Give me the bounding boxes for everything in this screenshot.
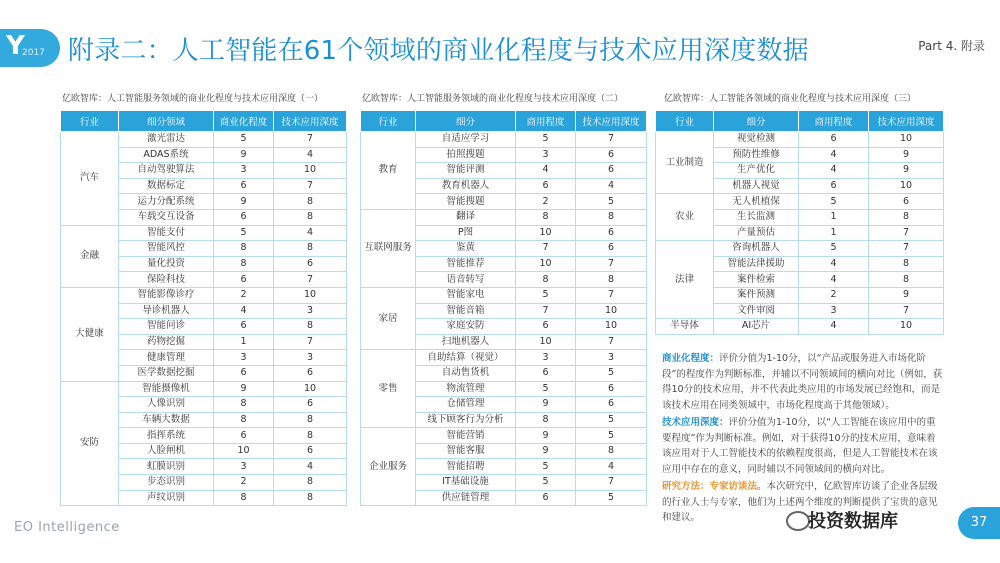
tech-depth-cell: 10 (869, 178, 944, 194)
table1 (60, 110, 347, 506)
industry-cell: 安防 (61, 381, 119, 506)
tech-depth-cell: 8 (274, 490, 347, 506)
table3 (655, 110, 944, 335)
segment-cell: 案件检索 (714, 272, 799, 288)
note-tech-depth-head: 技术应用深度： (662, 417, 729, 428)
tech-depth-cell: 8 (869, 209, 944, 225)
segment-cell: 车辆大数据 (119, 412, 214, 428)
tech-depth-cell: 9 (869, 287, 944, 303)
commercial-score-cell: 4 (799, 272, 869, 288)
segment-cell: 智能问诊 (119, 319, 214, 335)
segment-cell: 智能法律援助 (714, 256, 799, 272)
segment-cell: 指挥系统 (119, 428, 214, 444)
industry-cell: 大健康 (61, 287, 119, 381)
segment-cell: 家庭安防 (416, 319, 516, 335)
tech-depth-cell: 4 (576, 178, 647, 194)
column-header: 技术应用深度 (869, 111, 944, 132)
commercial-score-cell: 5 (516, 459, 576, 475)
tech-depth-cell: 6 (576, 241, 647, 257)
segment-cell: 智能影像诊疗 (119, 287, 214, 303)
segment-cell: 机器人视觉 (714, 178, 799, 194)
tech-depth-cell: 8 (576, 272, 647, 288)
commercial-score-cell: 3 (214, 459, 274, 475)
tech-depth-cell: 6 (274, 365, 347, 381)
commercial-score-cell: 6 (516, 178, 576, 194)
column-header: 细分领域 (119, 111, 214, 132)
commercial-score-cell: 1 (799, 225, 869, 241)
note-method-body: 本次研究中，亿欧智库访谈了企业各层级的行业人士与专家，他们为上述两个维度的判断提供了宝贵的意见和建议。 (662, 481, 938, 523)
segment-cell: 线下顾客行为分析 (416, 412, 516, 428)
tech-depth-cell: 5 (576, 194, 647, 210)
segment-cell: 智能家电 (416, 287, 516, 303)
column-header: 技术应用深度 (576, 111, 647, 132)
commercial-score-cell: 6 (214, 428, 274, 444)
tech-depth-cell: 6 (576, 225, 647, 241)
industry-cell: 零售 (361, 350, 416, 428)
tech-depth-cell: 10 (576, 303, 647, 319)
commercial-score-cell: 6 (214, 319, 274, 335)
logo-letter: Y (6, 31, 25, 61)
industry-cell: 农业 (656, 194, 714, 241)
segment-cell: 健康管理 (119, 350, 214, 366)
tech-depth-cell: 4 (274, 147, 347, 163)
commercial-score-cell: 5 (799, 241, 869, 257)
commercial-score-cell: 6 (799, 132, 869, 148)
commercial-score-cell: 8 (516, 272, 576, 288)
note-tech-depth-body: 评价分值为1-10分，以“人工智能在该应用中的重要程度”作为判断标准。例如，对于获得10分的技术应用，意味着该应用对于人工智能技术的依赖程度很高，但是人工智能技术在该应用中存在的意义，同时辅以不同领域间的横向对比。 (662, 417, 938, 475)
commercial-score-cell: 8 (516, 412, 576, 428)
segment-cell: 智能搜题 (416, 194, 516, 210)
commercial-score-cell: 4 (214, 303, 274, 319)
commercial-score-cell: 6 (214, 209, 274, 225)
segment-cell: 数据标定 (119, 178, 214, 194)
note-commercialization-body: 评价分值为1-10分，以“产品或服务进入市场化阶段”的程度作为判断标准，并辅以不同领域间的横向对比（例如，获得10分的技术应用，并不代表此类应用的市场发展已经饱和，而是该技术应用在同类领域中，市场化程度高于其他领域）。 (662, 353, 943, 411)
segment-cell: 智能评测 (416, 163, 516, 179)
tech-depth-cell: 8 (274, 194, 347, 210)
commercial-score-cell: 3 (214, 163, 274, 179)
commercial-score-cell: 7 (516, 303, 576, 319)
column-header: 行业 (656, 111, 714, 132)
commercial-score-cell: 1 (799, 209, 869, 225)
tech-depth-cell: 3 (576, 350, 647, 366)
industry-cell: 工业制造 (656, 132, 714, 194)
tech-depth-cell: 3 (274, 303, 347, 319)
table-row (61, 225, 347, 241)
tech-depth-cell: 6 (576, 147, 647, 163)
tech-depth-cell: 7 (274, 334, 347, 350)
tech-depth-cell: 4 (576, 459, 647, 475)
commercial-score-cell: 4 (516, 163, 576, 179)
table-row (656, 241, 944, 257)
column-header: 商用程度 (799, 111, 869, 132)
tech-depth-cell: 3 (274, 350, 347, 366)
segment-cell: 仓储管理 (416, 397, 516, 413)
note-commercialization (662, 351, 944, 413)
tech-depth-cell: 8 (576, 209, 647, 225)
segment-cell: 供应链管理 (416, 490, 516, 506)
segment-cell: 步态识别 (119, 475, 214, 491)
segment-cell: 智能摄像机 (119, 381, 214, 397)
segment-cell: 医学数据挖掘 (119, 365, 214, 381)
tech-depth-cell: 6 (576, 163, 647, 179)
page-title: 附录二：人工智能在61个领域的商业化程度与技术应用深度数据 (68, 36, 809, 66)
segment-cell: 翻译 (416, 209, 516, 225)
commercial-score-cell: 2 (214, 287, 274, 303)
commercial-score-cell: 5 (516, 475, 576, 491)
commercial-score-cell: 4 (799, 163, 869, 179)
commercial-score-cell: 8 (214, 412, 274, 428)
table1-caption: 亿欧智库：人工智能服务领域的商业化程度与技术应用深度（一） (62, 94, 324, 104)
column-header: 行业 (361, 111, 416, 132)
commercial-score-cell: 10 (214, 443, 274, 459)
tech-depth-cell: 7 (274, 132, 347, 148)
industry-cell: 金融 (61, 225, 119, 287)
segment-cell: 运力分配系统 (119, 194, 214, 210)
segment-cell: 生产优化 (714, 163, 799, 179)
industry-cell: 法律 (656, 241, 714, 319)
table-row (61, 381, 347, 397)
commercial-score-cell: 5 (516, 381, 576, 397)
segment-cell: 激光雷达 (119, 132, 214, 148)
segment-cell: 智能客服 (416, 443, 516, 459)
tech-depth-cell: 8 (869, 272, 944, 288)
tech-depth-cell: 6 (274, 397, 347, 413)
commercial-score-cell: 5 (799, 194, 869, 210)
table2-caption: 亿欧智库：人工智能服务领域的商业化程度与技术应用深度（二） (362, 94, 624, 104)
commercial-score-cell: 8 (214, 490, 274, 506)
tech-depth-cell: 8 (274, 428, 347, 444)
commercial-score-cell: 8 (516, 209, 576, 225)
segment-cell: 声纹识别 (119, 490, 214, 506)
commercial-score-cell: 6 (516, 365, 576, 381)
industry-cell: 家居 (361, 287, 416, 349)
column-header: 细分 (714, 111, 799, 132)
segment-cell: 物流管理 (416, 381, 516, 397)
tech-depth-cell: 8 (274, 475, 347, 491)
commercial-score-cell: 2 (516, 194, 576, 210)
commercial-score-cell: 10 (516, 256, 576, 272)
tech-depth-cell: 8 (869, 256, 944, 272)
tech-depth-cell: 7 (576, 256, 647, 272)
segment-cell: 量化投资 (119, 256, 214, 272)
segment-cell: 车载交互设备 (119, 209, 214, 225)
segment-cell: 保险科技 (119, 272, 214, 288)
commercial-score-cell: 5 (516, 132, 576, 148)
tech-depth-cell: 6 (869, 194, 944, 210)
segment-cell: 人脸闸机 (119, 443, 214, 459)
segment-cell: 文件审阅 (714, 303, 799, 319)
tech-depth-cell: 6 (274, 443, 347, 459)
brand-logo (0, 29, 60, 67)
segment-cell: 自动售货机 (416, 365, 516, 381)
segment-cell: 教育机器人 (416, 178, 516, 194)
table-row (361, 428, 647, 444)
segment-cell: 语音转写 (416, 272, 516, 288)
segment-cell: AI芯片 (714, 319, 799, 335)
commercial-score-cell: 6 (214, 178, 274, 194)
footer-brand: EO Intelligence (14, 520, 120, 535)
commercial-score-cell: 10 (516, 334, 576, 350)
column-header: 行业 (61, 111, 119, 132)
segment-cell: 拍照搜题 (416, 147, 516, 163)
segment-cell: 产量预估 (714, 225, 799, 241)
tech-depth-cell: 7 (274, 178, 347, 194)
industry-cell: 互联网服务 (361, 209, 416, 287)
segment-cell: 智能支付 (119, 225, 214, 241)
tech-depth-cell: 5 (576, 365, 647, 381)
segment-cell: 药物挖掘 (119, 334, 214, 350)
table-row (656, 132, 944, 148)
commercial-score-cell: 9 (516, 443, 576, 459)
column-header: 商业化程度 (214, 111, 274, 132)
segment-cell: 智能音箱 (416, 303, 516, 319)
tech-depth-cell: 8 (576, 443, 647, 459)
note-method-head: 研究方法： (662, 481, 710, 492)
note-method-head2: 专家访谈法。 (709, 481, 767, 492)
segment-cell: 虹膜识别 (119, 459, 214, 475)
part-label: Part 4. 附录 (918, 39, 985, 53)
segment-cell: 鉴黄 (416, 241, 516, 257)
commercial-score-cell: 7 (516, 241, 576, 257)
industry-cell: 汽车 (61, 132, 119, 226)
commercial-score-cell: 5 (516, 287, 576, 303)
commercial-score-cell: 3 (516, 147, 576, 163)
segment-cell: IT基础设施 (416, 475, 516, 491)
commercial-score-cell: 9 (214, 147, 274, 163)
tech-depth-cell: 9 (869, 147, 944, 163)
commercial-score-cell: 5 (214, 225, 274, 241)
segment-cell: 生长监测 (714, 209, 799, 225)
table-row (361, 209, 647, 225)
column-header: 商用程度 (516, 111, 576, 132)
tech-depth-cell: 6 (576, 397, 647, 413)
segment-cell: ADAS系统 (119, 147, 214, 163)
segment-cell: 扫地机器人 (416, 334, 516, 350)
tech-depth-cell: 5 (576, 412, 647, 428)
tech-depth-cell: 8 (274, 319, 347, 335)
tech-depth-cell: 5 (576, 490, 647, 506)
tech-depth-cell: 6 (274, 256, 347, 272)
table2 (360, 110, 647, 506)
tech-depth-cell: 10 (274, 381, 347, 397)
commercial-score-cell: 4 (799, 319, 869, 335)
segment-cell: 咨询机器人 (714, 241, 799, 257)
logo-year: 2017 (22, 48, 45, 58)
commercial-score-cell: 8 (214, 397, 274, 413)
tech-depth-cell: 10 (576, 319, 647, 335)
tech-depth-cell: 7 (869, 303, 944, 319)
tech-depth-cell: 10 (274, 287, 347, 303)
tech-depth-cell: 7 (576, 132, 647, 148)
commercial-score-cell: 9 (214, 194, 274, 210)
table-row (656, 319, 944, 335)
commercial-score-cell: 4 (799, 256, 869, 272)
tech-depth-cell: 6 (576, 381, 647, 397)
commercial-score-cell: 3 (214, 350, 274, 366)
table-row (361, 350, 647, 366)
table-row (656, 194, 944, 210)
industry-cell: 教育 (361, 132, 416, 210)
segment-cell: P图 (416, 225, 516, 241)
segment-cell: 自适应学习 (416, 132, 516, 148)
segment-cell: 人像识别 (119, 397, 214, 413)
tech-depth-cell: 8 (274, 241, 347, 257)
segment-cell: 自动驾驶算法 (119, 163, 214, 179)
commercial-score-cell: 4 (799, 147, 869, 163)
commercial-score-cell: 1 (214, 334, 274, 350)
segment-cell: 无人机植保 (714, 194, 799, 210)
tech-depth-cell: 7 (576, 287, 647, 303)
segment-cell: 智能营销 (416, 428, 516, 444)
commercial-score-cell: 5 (214, 132, 274, 148)
tech-depth-cell: 7 (576, 475, 647, 491)
wechat-icon (786, 511, 810, 531)
table-row (61, 132, 347, 148)
industry-cell: 半导体 (656, 319, 714, 335)
commercial-score-cell: 6 (516, 319, 576, 335)
commercial-score-cell: 2 (799, 287, 869, 303)
segment-cell: 视觉检测 (714, 132, 799, 148)
segment-cell: 预防性维修 (714, 147, 799, 163)
segment-cell: 智能推荐 (416, 256, 516, 272)
note-tech-depth (662, 415, 944, 477)
commercial-score-cell: 6 (214, 365, 274, 381)
tech-depth-cell: 10 (869, 132, 944, 148)
tech-depth-cell: 5 (576, 428, 647, 444)
tech-depth-cell: 10 (274, 163, 347, 179)
page-number: 37 (958, 507, 1000, 539)
segment-cell: 导诊机器人 (119, 303, 214, 319)
industry-cell: 企业服务 (361, 428, 416, 506)
tech-depth-cell: 4 (274, 225, 347, 241)
commercial-score-cell: 9 (516, 428, 576, 444)
note-commercialization-head: 商业化程度： (662, 353, 720, 364)
tech-depth-cell: 7 (576, 334, 647, 350)
commercial-score-cell: 6 (799, 178, 869, 194)
commercial-score-cell: 3 (516, 350, 576, 366)
commercial-score-cell: 8 (214, 241, 274, 257)
commercial-score-cell: 9 (516, 397, 576, 413)
tech-depth-cell: 8 (274, 412, 347, 428)
watermark-text: 投资数据库 (808, 511, 898, 532)
tech-depth-cell: 4 (274, 459, 347, 475)
tech-depth-cell: 9 (869, 163, 944, 179)
tech-depth-cell: 7 (869, 241, 944, 257)
commercial-score-cell: 10 (516, 225, 576, 241)
segment-cell: 自助结算（视觉） (416, 350, 516, 366)
commercial-score-cell: 8 (214, 256, 274, 272)
tech-depth-cell: 8 (274, 209, 347, 225)
commercial-score-cell: 3 (799, 303, 869, 319)
table-row (61, 287, 347, 303)
segment-cell: 智能招聘 (416, 459, 516, 475)
tech-depth-cell: 7 (274, 272, 347, 288)
commercial-score-cell: 6 (214, 272, 274, 288)
column-header: 细分 (416, 111, 516, 132)
column-header: 技术应用深度 (274, 111, 347, 132)
tech-depth-cell: 7 (869, 225, 944, 241)
notes-panel (662, 351, 944, 528)
segment-cell: 案件预测 (714, 287, 799, 303)
table-row (361, 132, 647, 148)
segment-cell: 智能风控 (119, 241, 214, 257)
table3-caption: 亿欧智库：人工智能各领域的商业化程度与技术应用深度（三） (664, 94, 917, 104)
commercial-score-cell: 9 (214, 381, 274, 397)
commercial-score-cell: 2 (214, 475, 274, 491)
commercial-score-cell: 6 (516, 490, 576, 506)
tech-depth-cell: 10 (869, 319, 944, 335)
table-row (361, 287, 647, 303)
